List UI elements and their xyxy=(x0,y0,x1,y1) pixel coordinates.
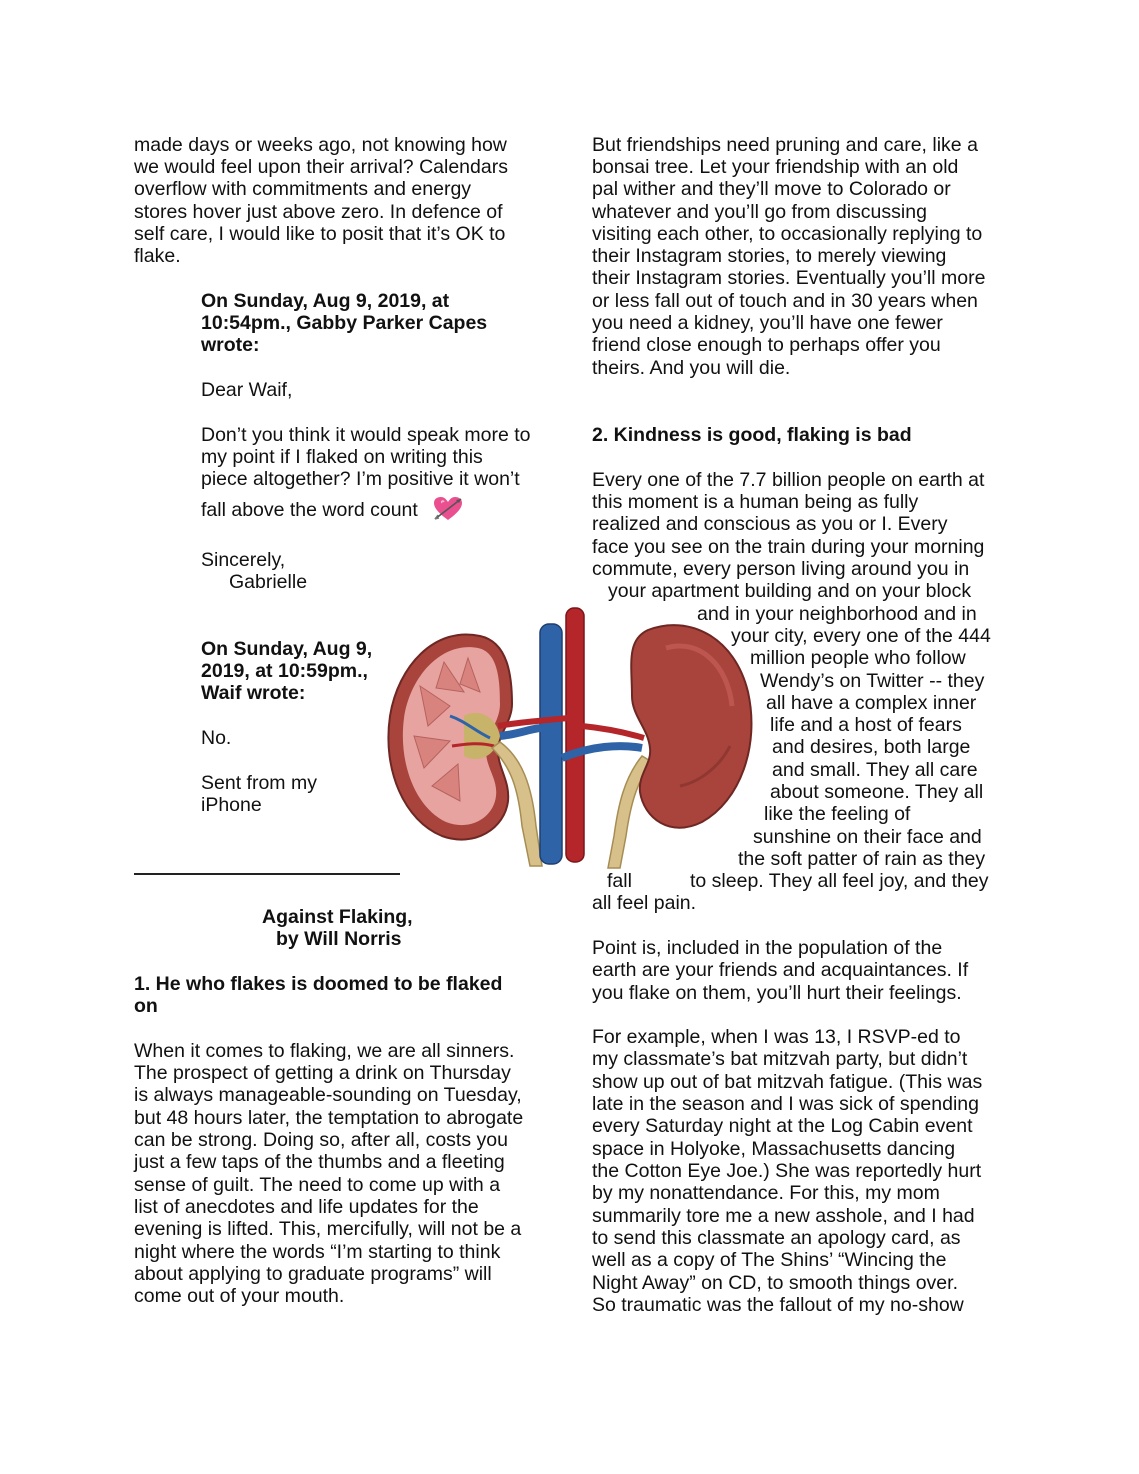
body-line: evening is lifted. This, mercifully, will not be a xyxy=(134,1218,522,1240)
body-line: Night Away” on CD, to smooth things over. xyxy=(592,1272,958,1294)
heart-with-arrow-icon xyxy=(433,496,463,522)
body-line: theirs. And you will die. xyxy=(592,357,791,379)
body-line: summarily tore me a new asshole, and I had xyxy=(592,1205,975,1227)
body-line: to send this classmate an apology card, as xyxy=(592,1227,961,1249)
intro-line: overflow with commitments and energy xyxy=(134,178,472,200)
body-line: and small. They all care xyxy=(772,759,978,781)
intro-line: flake. xyxy=(134,245,181,267)
body-line: by my nonattendance. For this, my mom xyxy=(592,1182,940,1204)
section-heading: 1. He who flakes is doomed to be flaked xyxy=(134,973,503,995)
vena-cava xyxy=(540,624,562,864)
intro-line: we would feel upon their arrival? Calendars xyxy=(134,156,508,178)
email-header-line: Waif wrote: xyxy=(201,682,306,704)
intro-line: made days or weeks ago, not knowing how xyxy=(134,134,507,156)
email-body-line: Don’t you think it would speak more to xyxy=(201,424,531,446)
email-signature: Gabrielle xyxy=(229,571,308,593)
body-line: well as a copy of The Shins’ “Wincing the xyxy=(592,1249,947,1271)
body-line: your city, every one of the 444 xyxy=(731,625,991,647)
body-line: sunshine on their face and xyxy=(753,826,982,848)
body-line: pal wither and they’ll move to Colorado or xyxy=(592,178,951,200)
body-line: show up out of bat mitzvah fatigue. (This was xyxy=(592,1071,983,1093)
body-line: my classmate’s bat mitzvah party, but didn’t xyxy=(592,1048,968,1070)
body-line: The prospect of getting a drink on Thursday xyxy=(134,1062,511,1084)
body-line: like the feeling of xyxy=(764,803,911,825)
section-heading: on xyxy=(134,995,158,1017)
email-header-line: On Sunday, Aug 9, 2019, at xyxy=(201,290,450,312)
email-signoff: Sincerely, xyxy=(201,549,286,571)
body-line: just a few taps of the thumbs and a fleeting xyxy=(134,1151,505,1173)
body-line: the soft patter of rain as they xyxy=(738,848,986,870)
body-line: night where the words “I’m starting to think xyxy=(134,1241,501,1263)
email-body-line: piece altogether? I’m positive it won’t xyxy=(201,468,520,490)
email-footer-line: iPhone xyxy=(201,794,262,816)
body-line: fall xyxy=(607,870,632,892)
body-line: all feel pain. xyxy=(592,892,697,914)
body-line: you flake on them, you’ll hurt their feelings. xyxy=(592,982,962,1004)
body-line: list of anecdotes and life updates for the xyxy=(134,1196,479,1218)
right-kidney xyxy=(631,625,751,828)
body-line: When it comes to flaking, we are all sinners. xyxy=(134,1040,515,1062)
body-line: earth are your friends and acquaintances. If xyxy=(592,959,969,981)
body-line: realized and conscious as you or I. Every xyxy=(592,513,948,535)
intro-line: stores hover just above zero. In defence of xyxy=(134,201,503,223)
email-header-line: 10:54pm., Gabby Parker Capes xyxy=(201,312,488,334)
email-header-line: wrote: xyxy=(201,334,260,356)
body-line: space in Holyoke, Massachusetts dancing xyxy=(592,1138,956,1160)
article-title: Against Flaking, xyxy=(262,906,413,928)
body-line: about someone. They all xyxy=(770,781,984,803)
email-footer-line: Sent from my xyxy=(201,772,317,794)
body-line: or less fall out of touch and in 30 years when xyxy=(592,290,978,312)
body-line: your apartment building and on your block xyxy=(608,580,972,602)
section-divider xyxy=(134,873,400,875)
article-byline: by Will Norris xyxy=(276,928,402,950)
body-line: For example, when I was 13, I RSVP-ed to xyxy=(592,1026,961,1048)
body-line: come out of your mouth. xyxy=(134,1285,345,1307)
body-line: visiting each other, to occasionally replying to xyxy=(592,223,983,245)
body-line: friend close enough to perhaps offer you xyxy=(592,334,941,356)
body-line: you need a kidney, you’ll have one fewer xyxy=(592,312,943,334)
email-header-line: On Sunday, Aug 9, xyxy=(201,638,373,660)
body-line: bonsai tree. Let your friendship with an old xyxy=(592,156,959,178)
body-line: late in the season and I was sick of spending xyxy=(592,1093,979,1115)
body-line: their Instagram stories. Eventually you’ll more xyxy=(592,267,986,289)
body-line: Every one of the 7.7 billion people on earth at xyxy=(592,469,985,491)
body-line: So traumatic was the fallout of my no-show xyxy=(592,1294,964,1316)
body-line: is always manageable-sounding on Tuesday, xyxy=(134,1084,522,1106)
body-line: and in your neighborhood and in xyxy=(697,603,977,625)
email-body-line: my point if I flaked on writing this xyxy=(201,446,483,468)
body-line: but 48 hours later, the temptation to abrogate xyxy=(134,1107,524,1129)
kidneys-illustration xyxy=(380,596,760,876)
body-line: whatever and you’ll go from discussing xyxy=(592,201,927,223)
body-line: all have a complex inner xyxy=(766,692,977,714)
body-line: about applying to graduate programs” will xyxy=(134,1263,492,1285)
left-kidney-cross-section xyxy=(388,634,512,839)
intro-line: self care, I would like to posit that it’s OK to xyxy=(134,223,506,245)
email-body-line: fall above the word count xyxy=(201,499,418,521)
body-line: can be strong. Doing so, after all, costs you xyxy=(134,1129,508,1151)
email-reply: No. xyxy=(201,727,232,749)
section-heading: 2. Kindness is good, flaking is bad xyxy=(592,424,912,446)
email-greeting: Dear Waif, xyxy=(201,379,293,401)
body-line: their Instagram stories, to merely viewing xyxy=(592,245,947,267)
body-line: the Cotton Eye Joe.) She was reportedly hurt xyxy=(592,1160,982,1182)
body-line: every Saturday night at the Log Cabin event xyxy=(592,1115,973,1137)
body-line: life and a host of fears xyxy=(770,714,962,736)
body-line: face you see on the train during your morning xyxy=(592,536,985,558)
body-line: Wendy’s on Twitter -- they xyxy=(760,670,985,692)
body-line: to sleep. They all feel joy, and they xyxy=(690,870,989,892)
body-line: this moment is a human being as fully xyxy=(592,491,919,513)
body-line: Point is, included in the population of the xyxy=(592,937,943,959)
body-line: and desires, both large xyxy=(772,736,971,758)
body-line: But friendships need pruning and care, like a xyxy=(592,134,978,156)
body-line: million people who follow xyxy=(750,647,966,669)
body-line: commute, every person living around you in xyxy=(592,558,970,580)
email-header-line: 2019, at 10:59pm., xyxy=(201,660,368,682)
aorta xyxy=(566,608,584,862)
body-line: sense of guilt. The need to come up with a xyxy=(134,1174,501,1196)
